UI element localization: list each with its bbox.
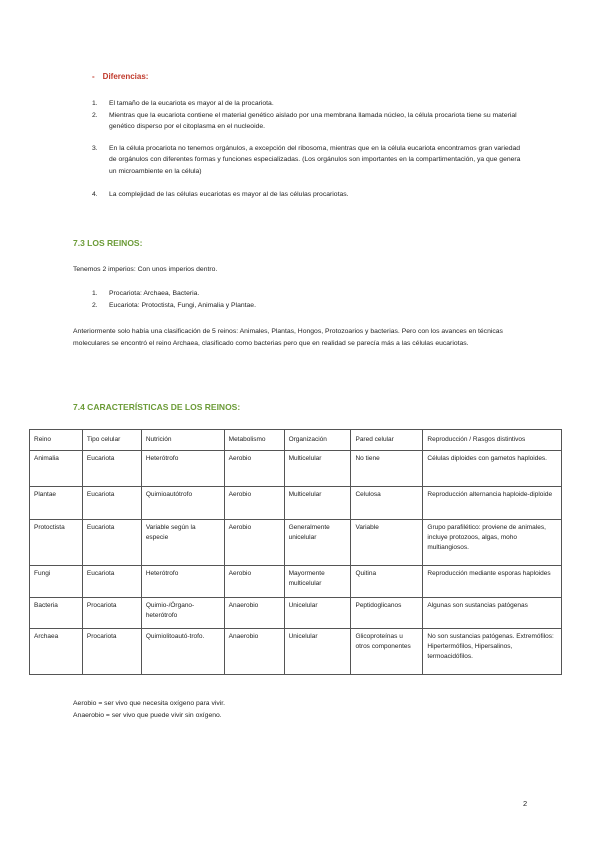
item-text: En la célula procariota no tenemos orgánulos, a excepción del ribosoma, mientras que en la célula eucariota encontramos gran variedad de orgánulos con diferentes formas y funciones especializadas. (Los orgánulos son importantes en la compartimentación, ya que genera un microambiente en la célula)	[109, 144, 521, 175]
list-item	[92, 300, 492, 312]
table-cell: Celulosa	[351, 487, 423, 520]
page-number: 2	[523, 799, 528, 808]
table-cell: Peptidoglicanos	[351, 598, 423, 629]
item-text: La complejidad de las células eucariotas es mayor al de las células procariotas.	[109, 191, 349, 198]
reinos-table	[29, 429, 562, 675]
table-cell: Eucariota	[82, 520, 141, 566]
header-reproduccion: Reproducción / Rasgos distintivos	[423, 430, 562, 451]
table-cell: Variable según la especie	[141, 520, 224, 566]
note-anaerobio: Anaerobio = ser vivo que puede vivir sin oxígeno.	[73, 712, 222, 719]
item-text: Eucariota: Protoctista, Fungi, Animalia y Plantae.	[109, 301, 256, 309]
table-cell: Reproducción alternancia haploide-diploide	[423, 487, 562, 520]
table-cell: Algunas son sustancias patógenas	[423, 598, 562, 629]
item-number: 4.	[92, 191, 98, 198]
table-cell: Multicelular	[284, 451, 351, 487]
table-cell: Animalia	[30, 451, 83, 487]
table-cell: Mayormente multicelular	[284, 566, 351, 598]
item-number: 2.	[92, 111, 98, 119]
table-cell: Unicelular	[284, 598, 351, 629]
table-header-row	[30, 430, 562, 451]
item-number: 1.	[92, 100, 98, 107]
header-pared-celular: Pared celular	[351, 430, 423, 451]
item-number: 1.	[92, 290, 98, 297]
item-text: El tamaño de la eucariota es mayor al de la procariota.	[109, 100, 274, 107]
item-text: Procariota: Archaea, Bacteria.	[109, 290, 200, 297]
table-cell: Bacteria	[30, 598, 83, 629]
table-cell: Quimioautótrofo	[141, 487, 224, 520]
section-heading-reinos: 7.3 LOS REINOS:	[73, 238, 143, 248]
table-cell: Procariota	[82, 629, 141, 675]
table-cell: No son sustancias patógenas. Extremófilos: Hipertermófilos, Hipersalinos, termoacidófilos.	[423, 629, 562, 675]
table-cell: Anaerobio	[224, 629, 284, 675]
list-item	[92, 143, 522, 178]
header-metabolismo: Metabolismo	[224, 430, 284, 451]
list-item	[92, 288, 492, 300]
table-cell: Quimio-/Órgano-heterótrofo	[141, 598, 224, 629]
table-cell: Fungi	[30, 566, 83, 598]
table-cell: Heterótrofo	[141, 566, 224, 598]
table-row	[30, 629, 562, 675]
header-nutricion: Nutrición	[141, 430, 224, 451]
reinos-paragraph: Anteriormente solo había una clasificación de 5 reinos: Animales, Plantas, Hongos, Protozoarios y bacterias. Pero con los avances en técnicas moleculares se encontró el reino Archaea, clasificado como bacterias pero que en realidad se parecía más a las células eucariotas.	[73, 328, 503, 347]
diferencias-title: Diferencias:	[102, 72, 149, 81]
diferencias-heading	[92, 72, 148, 81]
table-cell: Aerobio	[224, 520, 284, 566]
item-number: 2.	[92, 301, 98, 309]
table-cell: Aerobio	[224, 451, 284, 487]
list-item	[92, 110, 522, 133]
item-text: Mientras que la eucariota contiene el material genético aislado por una membrana llamada núcleo, la célula procariota tiene su material genético disperso por el citoplasma en el nucleoide.	[109, 111, 517, 130]
table-cell: Variable	[351, 520, 423, 566]
table-cell: Protoctista	[30, 520, 83, 566]
reinos-intro: Tenemos 2 imperios: Con unos imperios dentro.	[73, 266, 218, 273]
table-cell: Procariota	[82, 598, 141, 629]
list-item	[92, 189, 522, 201]
header-organizacion: Organización	[284, 430, 351, 451]
table-cell: Multicelular	[284, 487, 351, 520]
table-cell: Archaea	[30, 629, 83, 675]
table-cell: No tiene	[351, 451, 423, 487]
table-cell: Eucariota	[82, 566, 141, 598]
table-cell: Eucariota	[82, 451, 141, 487]
table-cell: Plantae	[30, 487, 83, 520]
table-cell: Generalmente unicelular	[284, 520, 351, 566]
table-cell: Glicoproteínas u otros componentes	[351, 629, 423, 675]
note-aerobio: Aerobio = ser vivo que necesita oxígeno para vivir.	[73, 700, 226, 707]
table-cell: Aerobio	[224, 566, 284, 598]
table-cell: Grupo parafilético: proviene de animales, incluye protozoos, algas, moho multiangiosos.	[423, 520, 562, 566]
heading-bullet: -	[92, 72, 95, 81]
table-cell: Células diploides con gametos haploides.	[423, 451, 562, 487]
table-row	[30, 520, 562, 566]
table-cell: Anaerobio	[224, 598, 284, 629]
item-number: 3.	[92, 144, 98, 152]
table-cell: Eucariota	[82, 487, 141, 520]
header-reino: Reino	[30, 430, 83, 451]
table-row	[30, 487, 562, 520]
table-row	[30, 598, 562, 629]
table-cell: Quitina	[351, 566, 423, 598]
table-cell: Heterótrofo	[141, 451, 224, 487]
table-cell: Unicelular	[284, 629, 351, 675]
section-heading-caracteristicas: 7.4 CARACTERÍSTICAS DE LOS REINOS:	[73, 402, 241, 412]
table-row	[30, 566, 562, 598]
table-cell: Quimiolitoautó-trofo.	[141, 629, 224, 675]
list-item	[92, 98, 522, 110]
table-row	[30, 451, 562, 487]
reinos-list	[92, 288, 492, 311]
diferencias-list	[92, 98, 522, 201]
table-cell: Aerobio	[224, 487, 284, 520]
header-tipo-celular: Tipo celular	[82, 430, 141, 451]
table-cell: Reproducción mediante esporas haploides	[423, 566, 562, 598]
